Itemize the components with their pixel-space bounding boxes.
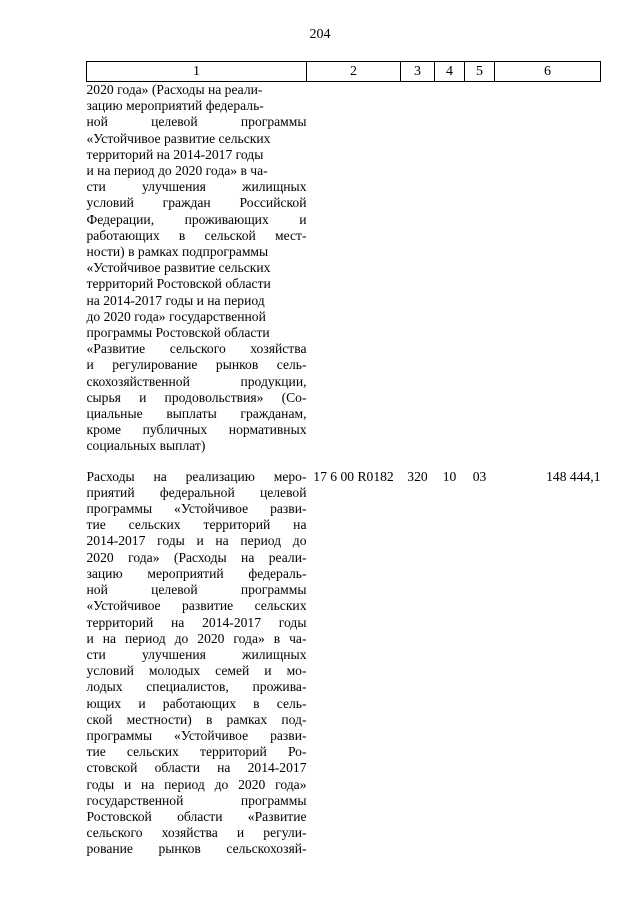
row-description xyxy=(87,82,307,469)
desc-line: работающих в сельской мест- xyxy=(86,227,307,243)
row-col-3: 320 xyxy=(407,468,428,484)
desc-line: сти улучшения жилищных xyxy=(86,179,307,195)
budget-table xyxy=(86,61,601,858)
desc-line: 2020 года» (Расходы на реали- xyxy=(86,82,263,97)
desc-line: «Устойчивое развитие сельских xyxy=(86,130,271,146)
desc-line: «Развитие сельского хозяйства xyxy=(86,341,307,357)
desc-line: сти улучшения жилищных xyxy=(86,646,307,662)
row-amount: 148 444,1 xyxy=(546,468,601,484)
desc-line: государственной программы xyxy=(86,792,307,808)
row-col-3 xyxy=(401,82,435,469)
desc-line: 2020 года» (Расходы на реали- xyxy=(86,549,307,565)
header-col-6: 6 xyxy=(495,62,601,82)
desc-line: сельского хозяйства и регули- xyxy=(86,825,307,841)
desc-line: тие сельских территорий на xyxy=(86,517,307,533)
desc-line: лодых специалистов, прожива- xyxy=(86,679,307,695)
desc-line: программы Ростовской области xyxy=(86,325,270,341)
desc-line: кроме публичных нормативных xyxy=(86,422,307,438)
desc-line: скохозяйственной продукции, xyxy=(86,373,307,389)
desc-line: рование рынков сельскохозяй- xyxy=(86,841,307,857)
header-col-3: 3 xyxy=(401,62,435,82)
desc-line: на 2014-2017 годы и на период xyxy=(86,292,265,308)
desc-line: 2014-2017 годы и на период до xyxy=(86,533,307,549)
desc-line: ской местности) в рамках под- xyxy=(86,711,307,727)
desc-line: программы «Устойчивое разви- xyxy=(86,501,307,517)
desc-line: условий граждан Российской xyxy=(86,195,307,211)
row-code: 17 6 00 R0182 xyxy=(313,468,394,484)
header-col-1: 1 xyxy=(87,62,307,82)
desc-line: приятий федеральной целевой xyxy=(86,484,307,500)
row-col-4 xyxy=(435,82,465,469)
desc-line: Ростовской области «Развитие xyxy=(86,808,307,824)
desc-line: ности) в рамках подпрограммы xyxy=(86,244,269,260)
desc-line: территорий на 2014-2017 годы xyxy=(86,146,264,162)
row-description xyxy=(87,469,307,858)
header-col-5: 5 xyxy=(465,62,495,82)
desc-line: стовской области на 2014-2017 xyxy=(86,760,307,776)
row-code xyxy=(307,82,401,469)
desc-line: территорий Ростовской области xyxy=(86,276,271,292)
desc-line: годы и на период до 2020 года» xyxy=(86,776,307,792)
desc-line: и регулирование рынков сель- xyxy=(86,357,307,373)
desc-line: программы «Устойчивое разви- xyxy=(86,727,307,743)
desc-line: и на период до 2020 года» в ча- xyxy=(86,163,268,179)
desc-line: «Устойчивое развитие сельских xyxy=(86,260,271,276)
desc-line: «Устойчивое развитие сельских xyxy=(86,598,307,614)
desc-line: социальных выплат) xyxy=(86,438,206,454)
desc-line: и на период до 2020 года» в ча- xyxy=(86,630,307,646)
desc-line: ной целевой программы xyxy=(86,114,307,130)
desc-line: зацию мероприятий федераль- xyxy=(86,565,307,581)
desc-line: циальные выплаты гражданам, xyxy=(86,406,307,422)
table-row xyxy=(87,469,601,858)
desc-line: Федерации, проживающих и xyxy=(86,211,307,227)
row-amount xyxy=(495,82,601,469)
row-col-5: 03 xyxy=(472,468,487,484)
page-number: 204 xyxy=(309,27,331,42)
row-col-4: 10 xyxy=(442,468,457,484)
desc-line: территорий на 2014-2017 годы xyxy=(86,614,307,630)
header-col-4: 4 xyxy=(435,62,465,82)
row-col-5 xyxy=(465,82,495,469)
desc-line: ющих и работающих в сель- xyxy=(86,695,307,711)
desc-line: сырья и продовольствия» (Со- xyxy=(86,389,307,405)
desc-line: до 2020 года» государственной xyxy=(86,308,266,324)
desc-line: тие сельских территорий Ро- xyxy=(86,744,307,760)
header-row xyxy=(87,62,601,82)
desc-line: Расходы на реализацию меро- xyxy=(86,468,307,484)
desc-line: условий молодых семей и мо- xyxy=(86,663,307,679)
header-col-2: 2 xyxy=(307,62,401,82)
desc-line: ной целевой программы xyxy=(86,582,307,598)
table-row xyxy=(87,82,601,469)
desc-line: зацию мероприятий федераль- xyxy=(86,98,264,114)
